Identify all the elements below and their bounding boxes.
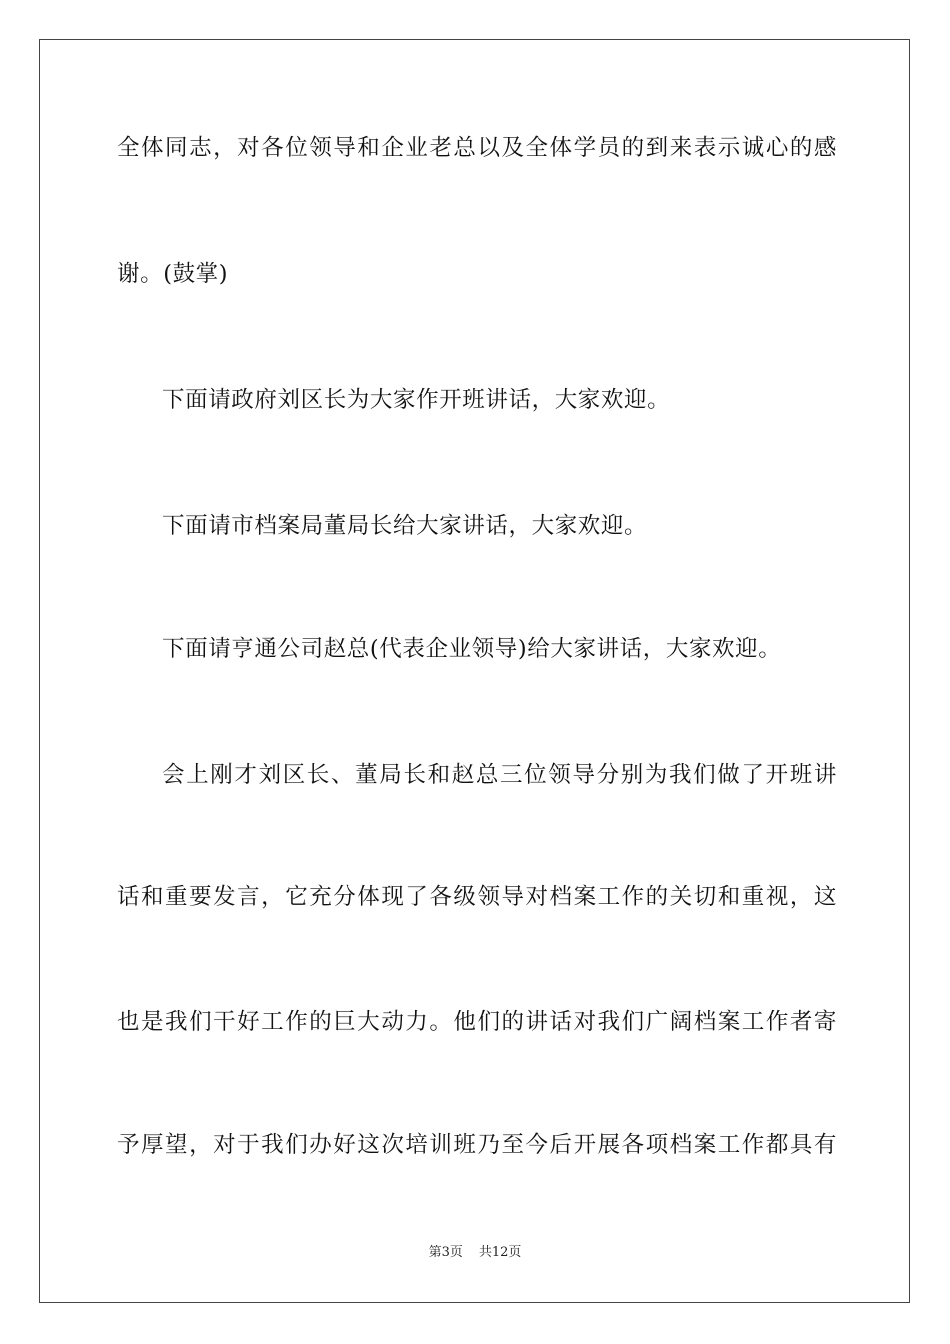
page-frame bbox=[39, 39, 910, 1303]
body-text-line: 会上刚才刘区长、董局长和赵总三位领导分别为我们做了开班讲 bbox=[162, 762, 837, 788]
page-number: 第3页 bbox=[428, 1245, 463, 1260]
page-total: 共12页 bbox=[478, 1245, 522, 1260]
body-text-line: 谢。(鼓掌) bbox=[117, 261, 229, 287]
body-text-line: 全体同志，对各位领导和企业老总以及全体学员的到来表示诚心的感 bbox=[117, 135, 837, 161]
body-text-line: 下面请亨通公司赵总(代表企业领导)给大家讲话，大家欢迎。 bbox=[162, 636, 782, 662]
page-footer bbox=[0, 1244, 950, 1262]
body-text-line: 话和重要发言，它充分体现了各级领导对档案工作的关切和重视，这 bbox=[117, 884, 837, 910]
body-text-line: 下面请政府刘区长为大家作开班讲话，大家欢迎。 bbox=[162, 387, 671, 413]
body-text-line: 也是我们干好工作的巨大动力。他们的讲话对我们广阔档案工作者寄 bbox=[117, 1009, 837, 1035]
body-text-line: 予厚望，对于我们办好这次培训班乃至今后开展各项档案工作都具有 bbox=[117, 1132, 837, 1158]
body-text-line: 下面请市档案局董局长给大家讲话，大家欢迎。 bbox=[162, 513, 648, 539]
